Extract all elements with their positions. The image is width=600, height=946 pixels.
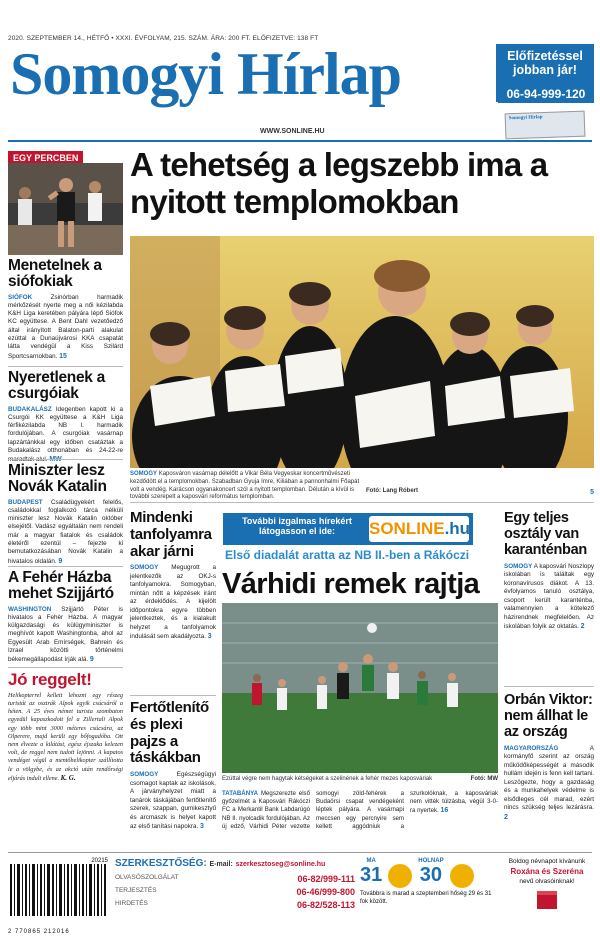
right-story-1-ref[interactable]: 2 bbox=[580, 623, 585, 631]
photo-caption: Kaposváron vasárnap délelőtt a Vikár Béla Vegyeskar koncertművészeti kezdődött el a templomokban. Szabadban Gyuja Imre, Kiliában a pannonhalmi Főapát volt a vendég. Karácson ogyanakoncert szól a nyitott templomban. Délután a kívül is további szerepelt a kaposvári református templomban. bbox=[130, 471, 360, 501]
sport-place: TATABÁNYA bbox=[222, 790, 258, 797]
weather-today bbox=[360, 858, 382, 887]
weather-row bbox=[360, 858, 495, 888]
right-story-1-body bbox=[504, 563, 594, 632]
issue-number: 20215 bbox=[91, 858, 108, 864]
sonline-logo-name: SONLINE bbox=[369, 519, 445, 538]
left-story-2[interactable] bbox=[8, 370, 123, 465]
left-story-4-place: WASHINGTON bbox=[8, 605, 52, 613]
mid-story-2-place: SOMOGY bbox=[130, 771, 159, 779]
photo-credit: Fotó: Lang Róbert bbox=[366, 488, 418, 494]
football-photo bbox=[222, 603, 498, 773]
sun-icon bbox=[450, 864, 474, 888]
divider bbox=[8, 566, 123, 567]
contact-row bbox=[115, 874, 355, 884]
right-story-2-ref[interactable]: 2 bbox=[504, 813, 508, 821]
editorial-title: SZERKESZTŐSÉG: bbox=[115, 858, 207, 869]
contact-phone[interactable]: 06-82/528-113 bbox=[296, 900, 355, 910]
right-story-2-title: Orbán Viktor: nem állhat le az ország bbox=[504, 692, 593, 741]
contact-row bbox=[115, 900, 355, 910]
left-story-3-title: Miniszter lesz Novák Katalin bbox=[8, 462, 107, 496]
left-story-1-place: SIÓFOK bbox=[8, 293, 33, 301]
left-story-1-text: Zsinórban harmadik mérkőzését nyerte meg a női kézilabda K&H Liga keretében pályára lépő Siófok KC együttese. A Bent Dahl vezetőedző által irányított Balaton-parti alakulat ezúttal a Dunaújvárosi KKA csapatát látta vendégül a Kiss Szilárd Sportcsarnokban. bbox=[8, 293, 123, 360]
left-story-4-ref[interactable]: 9 bbox=[89, 656, 94, 664]
right-story-1-title: Egy teljes osztály van karanténban bbox=[504, 510, 587, 559]
sport-text: Megszerezte első győzelmét a Kaposvári Rákóczi FC a Merkantil Bank Labdarúgó NB II. nyolcadik fordulójában. Az új edző, Várhidi Péter vezette somogyi zöld-fehérek a Budaörsi csapat vendégeként léptek pályára. A vasárnapi meccsen egy percnyire sem kellett aggódniuk a szurkolóknak, a kaposváriak nem vitték túlzásba, végül 3-0-ra nyertek. bbox=[222, 790, 498, 830]
mid-story-1-text: Megugrott a jelentkezők az OKJ-s tanfolyamokra. Somogyban, mintán nőtt a képzések iránt az érdeklődés. A kijelölt időpontokra egyre többen jelentkeztek, és a kialakult helyzet a tanfolyamok indulását sem akadályozta. bbox=[130, 564, 217, 641]
subscription-line-2: jobban jár! bbox=[513, 63, 577, 78]
contact-phone[interactable]: 06-82/999-111 bbox=[297, 874, 355, 884]
sport-body bbox=[222, 790, 498, 831]
sport-credit: Fotó: MW bbox=[470, 776, 498, 782]
weather-tomorrow bbox=[418, 858, 443, 887]
left-story-2-title: Nyeretlenek a csurgóiak bbox=[8, 369, 105, 403]
sport-ref[interactable]: 16 bbox=[440, 807, 449, 815]
weather-today-value: 31 bbox=[360, 864, 383, 886]
issue-line: 2020. SZEPTEMBER 14., HÉTFŐ • XXXI. ÉVFOLYAM, 215. SZÁM. ÁRA: 200 FT. ELŐFIZETVE: 138 FT bbox=[8, 35, 319, 42]
left-story-3-ref[interactable]: 9 bbox=[58, 557, 63, 565]
right-story-2[interactable] bbox=[504, 692, 594, 822]
choir-photo bbox=[130, 236, 594, 468]
sonline-promo[interactable] bbox=[223, 513, 473, 545]
email-label: E-mail: bbox=[209, 861, 233, 868]
left-story-4-body bbox=[8, 606, 123, 665]
mid-story-2-ref[interactable]: 3 bbox=[200, 823, 204, 831]
left-story-3-body bbox=[8, 499, 123, 566]
website-url[interactable]: WWW.SONLINE.HU bbox=[260, 128, 325, 135]
right-story-1-text: A kaposvári Noszlopy iskolában is találtak egy koronavírusos diákot. A 13. évfolyamos tanuló osztálya, csoport került karanténba, valamennyien a kötelező házirendnek megfelelően. Az iskolában folyik az oktatás. bbox=[504, 562, 594, 631]
weather-tomorrow-value: 30 bbox=[419, 864, 443, 886]
divider bbox=[504, 686, 594, 687]
weather-today-label: MA bbox=[366, 858, 376, 864]
left-story-5-title: Jó reggelt! bbox=[8, 670, 92, 689]
newspaper-thumbnail bbox=[505, 111, 586, 140]
gift-icon bbox=[537, 891, 557, 909]
nameday-title: Boldog névnapot kívánunk bbox=[508, 858, 586, 865]
weather-block bbox=[360, 858, 495, 938]
photo-credit-line bbox=[366, 488, 594, 497]
sport-caption-line bbox=[222, 776, 498, 784]
mid-story-2-text: Egészségügyi csomagot kaptak az iskolások. A járványhelyzet miatt a tanárok táskájában fertőtlenítő szerek, szappan, gumikesztyű és arcmaszk is helyet kapott az első tanítási napokra. bbox=[130, 771, 216, 831]
photo-caption-place: SOMOGY bbox=[130, 471, 158, 477]
editorial-block bbox=[115, 858, 355, 938]
right-story-1[interactable] bbox=[504, 510, 594, 632]
divider bbox=[130, 502, 594, 503]
contact-phone[interactable]: 06-46/999-800 bbox=[296, 887, 355, 897]
bottom-rule bbox=[8, 852, 592, 853]
sport-caption: Ezúttal végre nem hagytak kétségeket a szelinének a fehér mezes kaposváriak bbox=[222, 776, 433, 782]
left-story-4-text: Szijjártó Péter is hivatalos a Fehér Házba. A magyar külgazdasági és külügyminiszter is meghívót kapott Washingtonba, ahol az Egyesült Arab Emírségek, Bahrein és Izrael közötti történelmi békemegállapodást írják alá. bbox=[8, 605, 124, 664]
right-story-2-body bbox=[504, 745, 594, 823]
barcode-block bbox=[8, 858, 108, 938]
main-headline[interactable]: A tehetség a legszebb ima a nyitott templomokban bbox=[130, 146, 548, 220]
nameday-names: Roxána és Szeréna bbox=[510, 867, 584, 876]
section-tag: EGY PERCBEN bbox=[8, 151, 83, 165]
subscription-line-1: Előfizetéssel bbox=[507, 49, 583, 63]
photo-ref[interactable]: 5 bbox=[590, 489, 594, 496]
photo-caption-left bbox=[130, 471, 360, 502]
mid-story-1-ref[interactable]: 3 bbox=[207, 633, 212, 641]
mid-story-1[interactable] bbox=[130, 510, 216, 642]
left-story-4[interactable] bbox=[8, 570, 123, 665]
mid-story-2[interactable] bbox=[130, 700, 216, 832]
sonline-logo-tld: .hu bbox=[444, 519, 471, 538]
mid-story-1-place: SOMOGY bbox=[130, 564, 159, 572]
email-link[interactable]: szerkesztoseg@sonline.hu bbox=[235, 861, 326, 868]
left-story-3[interactable] bbox=[8, 463, 123, 566]
contact-rows bbox=[115, 874, 355, 910]
barcode-digits: 2 770865 212016 bbox=[8, 929, 70, 935]
left-story-2-text: Idegenben kapott ki a Csurgói KK együttese a K&H Liga férfikézilabda NB I. harmadik fordulójában. A csurgóiak vasárnap lapzártánkkal egy időben csatáztak a Budakalász otthonában és 24-22-re bbox=[8, 405, 124, 455]
promo-text: További izgalmas hírekért látogasson el ide: bbox=[242, 516, 352, 537]
left-story-5[interactable] bbox=[8, 671, 123, 783]
mid-story-1-body bbox=[130, 564, 216, 642]
divider bbox=[8, 366, 123, 367]
left-story-1-ref[interactable]: 15 bbox=[59, 352, 67, 360]
left-story-2-body bbox=[8, 406, 123, 465]
nameday-extra: nevű olvasóinknak! bbox=[519, 878, 575, 885]
newspaper-thumbnail-title: Somogyi Hírlap bbox=[508, 115, 543, 122]
left-story-5-ref: K. G. bbox=[60, 773, 76, 782]
masthead-title: Somogyi Hírlap bbox=[10, 41, 402, 107]
divider bbox=[8, 667, 123, 668]
subscription-phone[interactable]: 06-94-999-120 bbox=[498, 85, 594, 103]
left-story-4-title: A Fehér Házba mehet Szijjártó bbox=[8, 569, 114, 603]
contact-label: TERJESZTÉS bbox=[115, 887, 157, 894]
right-story-2-text: A kormányfő szerint az ország működőképességét a második hullám idején is fenn kell tartani. Leszögezte, hogy a gazdaság és a munkahelyek védelme is elsődleges cél marad, ezért nincs szükség teljes lezárásra. bbox=[504, 744, 594, 812]
right-story-2-place: MAGYARORSZÁG bbox=[504, 744, 559, 752]
mid-story-2-body bbox=[130, 771, 216, 832]
left-story-5-text: Helikopterrel kellett lehozni egy részeg turistát az osztrák Alpok egyik csúcsáról a héten. A 25 éves német turista szombaton egyedül kapaszkodott fel a Zillertali Alpok egy több mint 3000 méteres csúcsára, az Olperere, majd került egy bőfogadóba. Ott nem élvezte a kilátást, egész éjszaka kelezen volt, de reggel nem tudott lejönni. A kapatos vendéget végül a mentőhelikopter szállította le a völgybe, és az akció után rendőrségi eljárás indult ellene. bbox=[8, 691, 123, 782]
left-story-1-title: Menetelnek a siófokiak bbox=[8, 257, 102, 291]
left-story-2-place: BUDAKALÁSZ bbox=[8, 405, 52, 413]
sport-headline[interactable]: Várhidi remek rajtja bbox=[222, 568, 480, 600]
barcode bbox=[8, 864, 108, 924]
weather-tomorrow-label: HOLNAP bbox=[418, 858, 444, 864]
contact-label: HIRDETÉS bbox=[115, 900, 148, 907]
left-story-1[interactable] bbox=[8, 258, 123, 361]
sonline-logo bbox=[369, 516, 469, 542]
mid-story-2-title: Fertőtlenítő és plexi pajzs a táskákban bbox=[130, 699, 209, 767]
right-story-1-place: SOMOGY bbox=[504, 562, 533, 570]
masthead-rule bbox=[8, 140, 592, 142]
divider bbox=[8, 459, 123, 460]
left-story-3-text: Családügyekért felelős, családokkal foglalkozó tárca nélküli miniszter lesz Novák Katalin október elsejétől. Vadász egyáltalán nem rendeli már a magyar fiatalok és családok életéről ezentúl – fejezte ki bemutatkozásában Novák Katalin a hivatalos oldalán. bbox=[8, 498, 123, 565]
handball-photo bbox=[8, 163, 123, 255]
left-story-5-body bbox=[8, 692, 123, 783]
divider bbox=[130, 695, 216, 696]
sun-icon bbox=[388, 864, 412, 888]
contact-label: OLVASÓSZOLGÁLAT bbox=[115, 874, 179, 881]
left-story-3-place: BUDAPEST bbox=[8, 498, 43, 506]
nameday-block bbox=[500, 858, 594, 938]
mid-story-1-title: Mindenki tanfolyamra akar járni bbox=[130, 509, 212, 560]
contact-row bbox=[115, 887, 355, 897]
sport-kicker: Első diadalát aratta az NB II.-ben a Rákóczi bbox=[225, 548, 470, 562]
editorial-line bbox=[115, 858, 355, 869]
weather-text: Továbbra is marad a szeptemberi hőség 29 és 31 fok között. bbox=[360, 891, 492, 905]
left-story-1-body bbox=[8, 294, 123, 361]
